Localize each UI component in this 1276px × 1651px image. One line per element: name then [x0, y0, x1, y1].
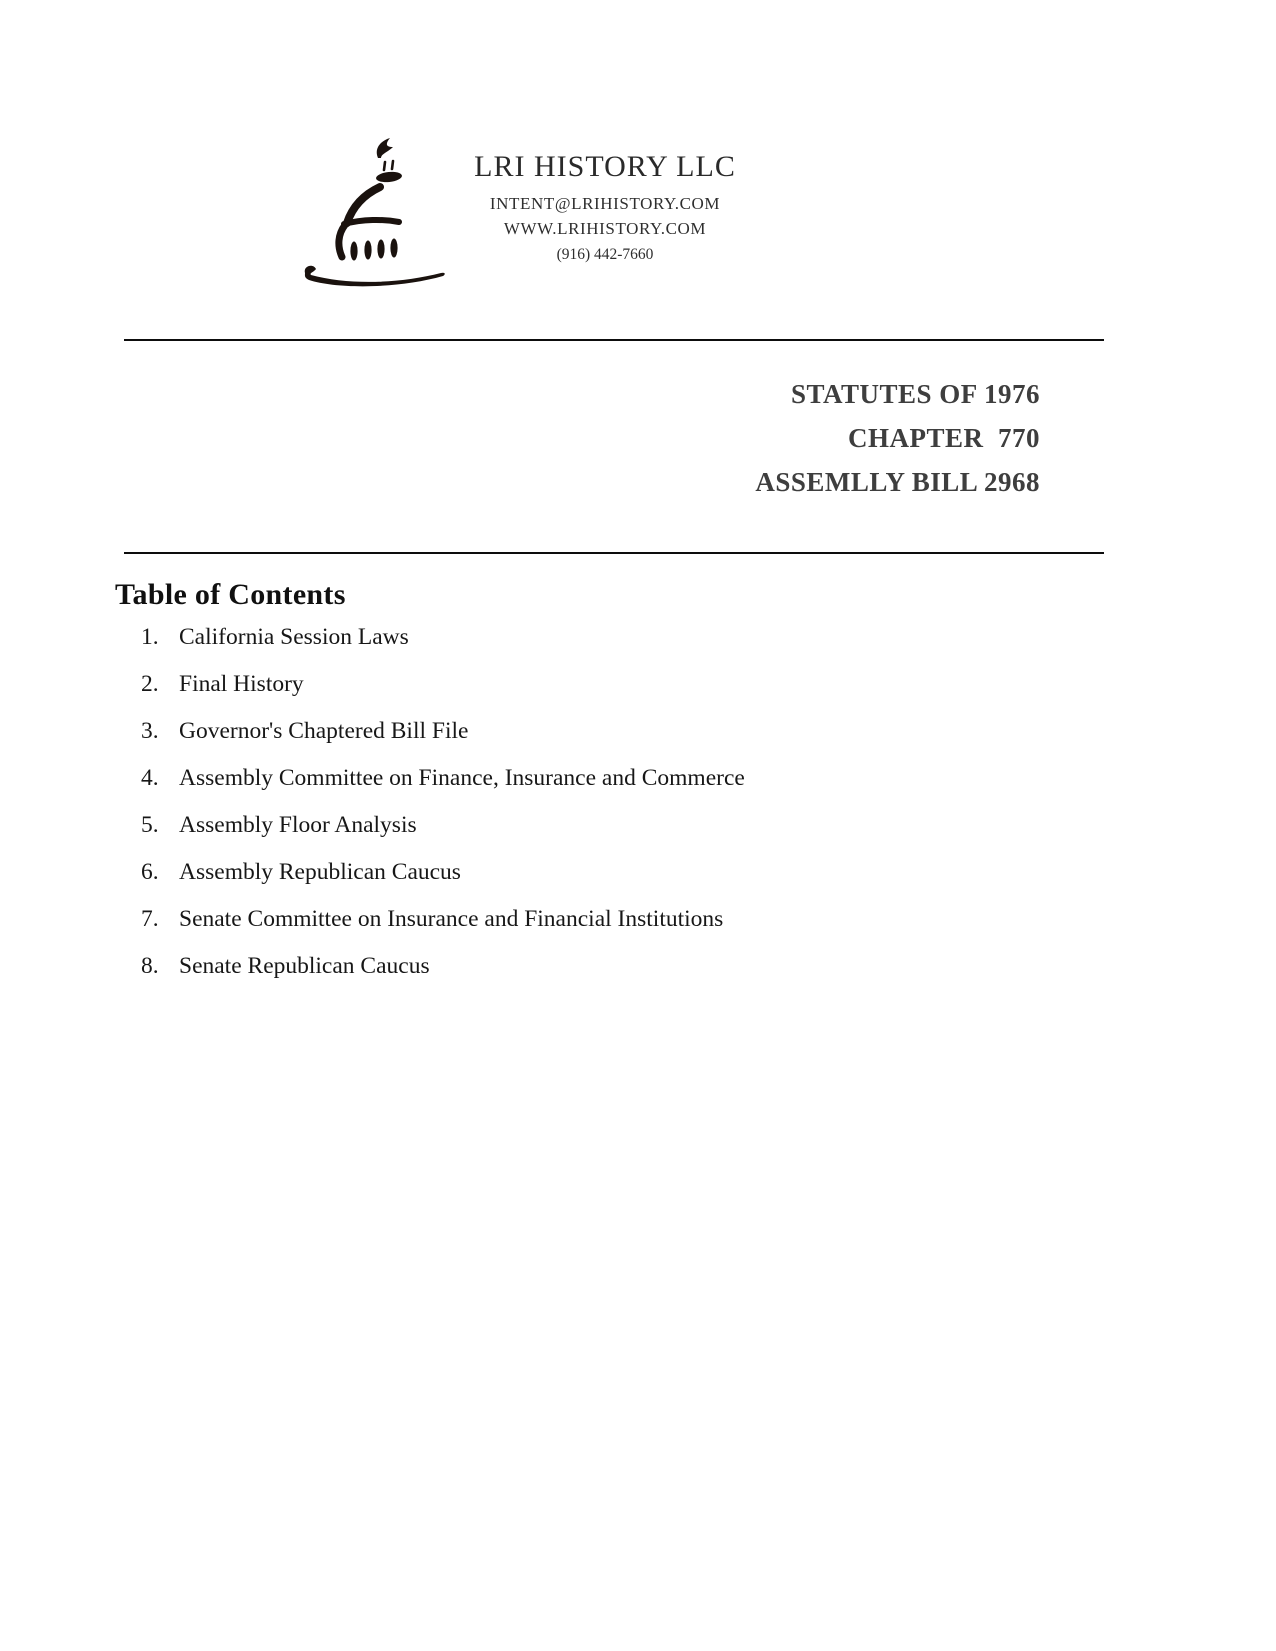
horizontal-rule-top: [124, 339, 1104, 341]
toc-item-label: Governor's Chaptered Bill File: [179, 718, 469, 744]
toc-item: [141, 614, 1141, 661]
toc-item-label: Senate Committee on Insurance and Financial Institutions: [179, 906, 724, 932]
toc-item-number: 2.: [141, 671, 159, 697]
toc-item-number: 5.: [141, 812, 159, 838]
phone-number: (916) 442-7660: [556, 246, 654, 263]
toc-item-label: Final History: [179, 671, 304, 697]
toc-item: [141, 802, 1141, 849]
horizontal-rule-bottom: [124, 552, 1104, 554]
toc-item-label: Assembly Republican Caucus: [179, 859, 461, 885]
chapter-line: CHAPTER 770: [847, 423, 1040, 453]
toc-list: [141, 614, 1141, 990]
toc-item: [141, 708, 1141, 755]
toc-title: Table of Contents: [115, 578, 346, 611]
assembly-bill-line: ASSEMLLY BILL 2968: [755, 467, 1040, 497]
toc-item-label: California Session Laws: [179, 624, 409, 650]
toc-item-number: 1.: [141, 624, 159, 650]
letterhead: [438, 150, 772, 264]
toc-item-number: 4.: [141, 765, 159, 791]
toc-item-number: 6.: [141, 859, 159, 885]
email-address: INTENT@LRIHISTORY.COM: [489, 194, 721, 213]
toc-item: [141, 661, 1141, 708]
statute-heading: [755, 372, 1040, 504]
toc-item-label: Assembly Committee on Finance, Insurance and Commerce: [179, 765, 745, 791]
company-name: LRI HISTORY LLC: [474, 150, 736, 183]
toc-item: [141, 896, 1141, 943]
toc-item-label: Senate Republican Caucus: [179, 953, 430, 979]
toc-item: [141, 943, 1141, 990]
toc-item-number: 3.: [141, 718, 159, 744]
toc-item: [141, 755, 1141, 802]
statutes-line: STATUTES OF 1976: [790, 379, 1040, 409]
toc-item: [141, 849, 1141, 896]
toc-item-label: Assembly Floor Analysis: [179, 812, 417, 838]
toc-item-number: 8.: [141, 953, 159, 979]
toc-item-number: 7.: [141, 906, 159, 932]
capitol-dome-logo-icon: [293, 124, 455, 292]
website-url: WWW.LRIHISTORY.COM: [503, 219, 707, 238]
